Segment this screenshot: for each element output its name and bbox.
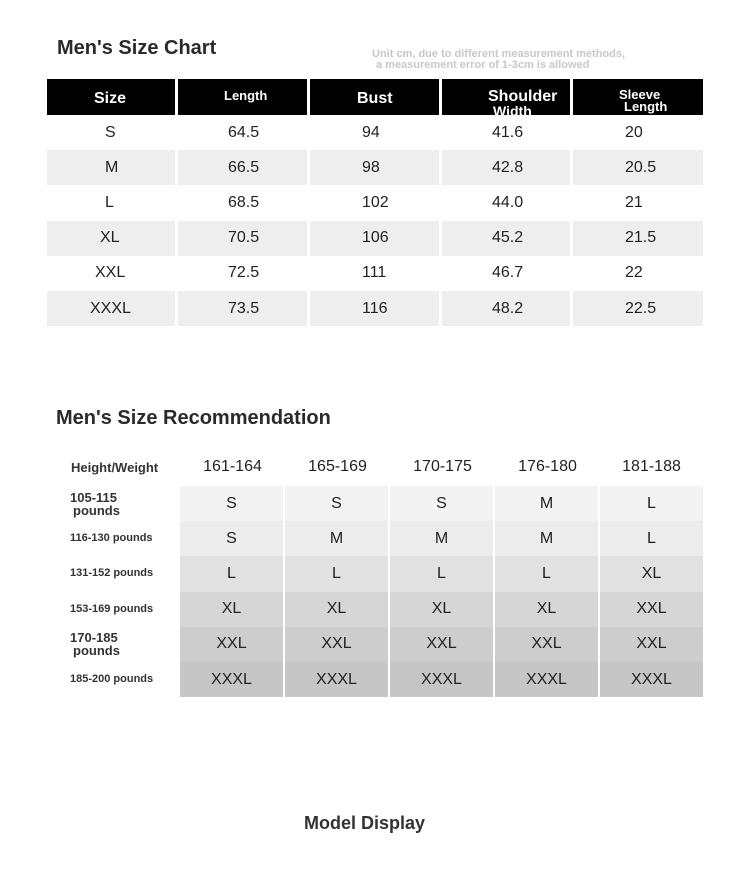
size-chart-cell: 22.5	[625, 299, 657, 317]
header-sleeve-length: Sleeve Length	[573, 79, 703, 115]
size-recommendation-table	[47, 450, 703, 697]
recommendation-body	[47, 486, 703, 697]
size-chart-cell: 73.5	[178, 291, 310, 326]
recommended-size-cell: XXXL	[390, 662, 495, 697]
recommended-size-cell: S	[390, 486, 495, 521]
recommended-size-cell: XXXL	[495, 662, 600, 697]
size-chart-table	[47, 79, 703, 326]
height-161-164: 161-164	[203, 458, 262, 475]
size-chart-body	[47, 115, 703, 326]
recommended-size-cell: XL	[285, 592, 390, 627]
header-bust: Bust	[310, 79, 442, 115]
weight-label: 185-200 pounds	[70, 673, 154, 686]
weight-label: 116-130 pounds	[70, 532, 153, 545]
recommended-size-cell: XXXL	[180, 662, 285, 697]
size-chart-cell: 98	[310, 150, 442, 185]
recommended-size-cell: L	[390, 556, 495, 591]
recommended-size-cell: S	[285, 486, 390, 521]
recommended-size-cell: S	[180, 521, 285, 556]
size-chart-cell: S	[47, 115, 178, 150]
size-chart-row	[47, 291, 703, 326]
recommendation-row	[47, 556, 703, 591]
size-chart-row	[47, 256, 703, 291]
recommendation-row	[47, 592, 703, 627]
weight-label: 131-152 pounds	[70, 567, 154, 580]
recommended-size-cell: M	[390, 521, 495, 556]
size-chart-cell: 111	[310, 256, 442, 291]
recommendation-row	[47, 521, 703, 556]
size-chart-cell: 68.5	[178, 185, 310, 220]
recommended-size-cell: L	[600, 521, 703, 556]
size-chart-title: Men's Size Chart	[57, 37, 217, 59]
model-display-heading: Model Display	[304, 813, 426, 833]
size-chart-cell: 106	[310, 221, 442, 256]
recommended-size-cell: XXXL	[600, 662, 703, 697]
size-chart-cell: M	[47, 150, 178, 185]
recommendation-row	[47, 627, 703, 662]
recommendation-title: Men's Size Recommendation	[56, 407, 331, 429]
recommended-size-cell: XXL	[600, 627, 703, 662]
size-chart-row	[47, 115, 703, 150]
size-chart-row	[47, 185, 703, 220]
size-chart-cell: 20.5	[625, 158, 657, 176]
size-chart-row	[47, 221, 703, 256]
size-chart-cell: 94	[310, 115, 442, 150]
recommended-size-cell: M	[495, 521, 600, 556]
recommended-size-cell: L	[285, 556, 390, 591]
size-chart-cell: 21.5	[625, 229, 657, 247]
height-170-175: 170-175	[413, 458, 472, 475]
weight-label-line1: 170-185	[70, 630, 118, 646]
size-chart-cell: 41.6	[442, 115, 573, 150]
recommended-size-cell: XXL	[390, 627, 495, 662]
height-181-188: 181-188	[622, 458, 681, 475]
recommended-size-cell: L	[600, 486, 703, 521]
size-chart-cell: 116	[310, 291, 442, 326]
recommended-size-cell: XXXL	[285, 662, 390, 697]
size-chart-row	[47, 150, 703, 185]
recommended-size-cell: XXL	[180, 627, 285, 662]
size-chart-cell: 64.5	[178, 115, 310, 150]
recommended-size-cell: L	[180, 556, 285, 591]
header-length: Length	[178, 79, 310, 115]
size-chart-cell: 72.5	[178, 256, 310, 291]
size-chart-cell: 22	[625, 264, 643, 282]
recommendation-header-row	[47, 450, 703, 484]
recommended-size-cell: XL	[495, 592, 600, 627]
recommended-size-cell: L	[495, 556, 600, 591]
size-chart-cell: 21	[625, 193, 643, 211]
recommended-size-cell: XL	[180, 592, 285, 627]
header-size: Size	[47, 79, 178, 115]
header-shoulder-width: Shoulder Width	[442, 79, 573, 115]
recommended-size-cell: XL	[390, 592, 495, 627]
size-chart-cell: L	[47, 185, 178, 220]
recommended-size-cell: XXL	[285, 627, 390, 662]
weight-label-line2: pounds	[73, 502, 120, 518]
size-chart-header-row	[47, 79, 703, 115]
recommended-size-cell: XXL	[495, 627, 600, 662]
size-chart-cell: 46.7	[442, 256, 573, 291]
height-weight-label: Height/Weight	[71, 459, 159, 475]
recommended-size-cell: M	[285, 521, 390, 556]
recommended-size-cell: M	[495, 486, 600, 521]
size-chart-cell: 102	[310, 185, 442, 220]
size-chart-cell: 70.5	[178, 221, 310, 256]
recommended-size-cell: XL	[600, 556, 703, 591]
measurement-note-line2: a measurement error of 1-3cm is allowed	[376, 59, 590, 71]
size-chart-cell: 45.2	[442, 221, 573, 256]
recommendation-row	[47, 662, 703, 697]
size-chart-cell: XXXL	[47, 291, 178, 326]
size-chart-cell: 42.8	[442, 150, 573, 185]
size-chart-cell: 44.0	[442, 185, 573, 220]
size-chart-cell: 66.5	[178, 150, 310, 185]
size-chart-cell: 48.2	[442, 291, 573, 326]
height-176-180: 176-180	[518, 458, 577, 475]
size-chart-cell: 20	[625, 123, 643, 141]
weight-label	[47, 486, 180, 521]
recommended-size-cell: S	[180, 486, 285, 521]
measurement-note-line1: Unit cm, due to different measurement methods,	[372, 48, 626, 60]
size-chart-cell: XXL	[47, 256, 178, 291]
weight-label: 153-169 pounds	[70, 602, 154, 615]
weight-label	[47, 627, 180, 662]
weight-label-line2: pounds	[73, 643, 120, 659]
recommended-size-cell: XXL	[600, 592, 703, 627]
weight-label-line1: 105-115	[70, 489, 117, 505]
size-chart-cell: XL	[47, 221, 178, 256]
recommendation-row	[47, 486, 703, 521]
height-165-169: 165-169	[308, 458, 367, 475]
